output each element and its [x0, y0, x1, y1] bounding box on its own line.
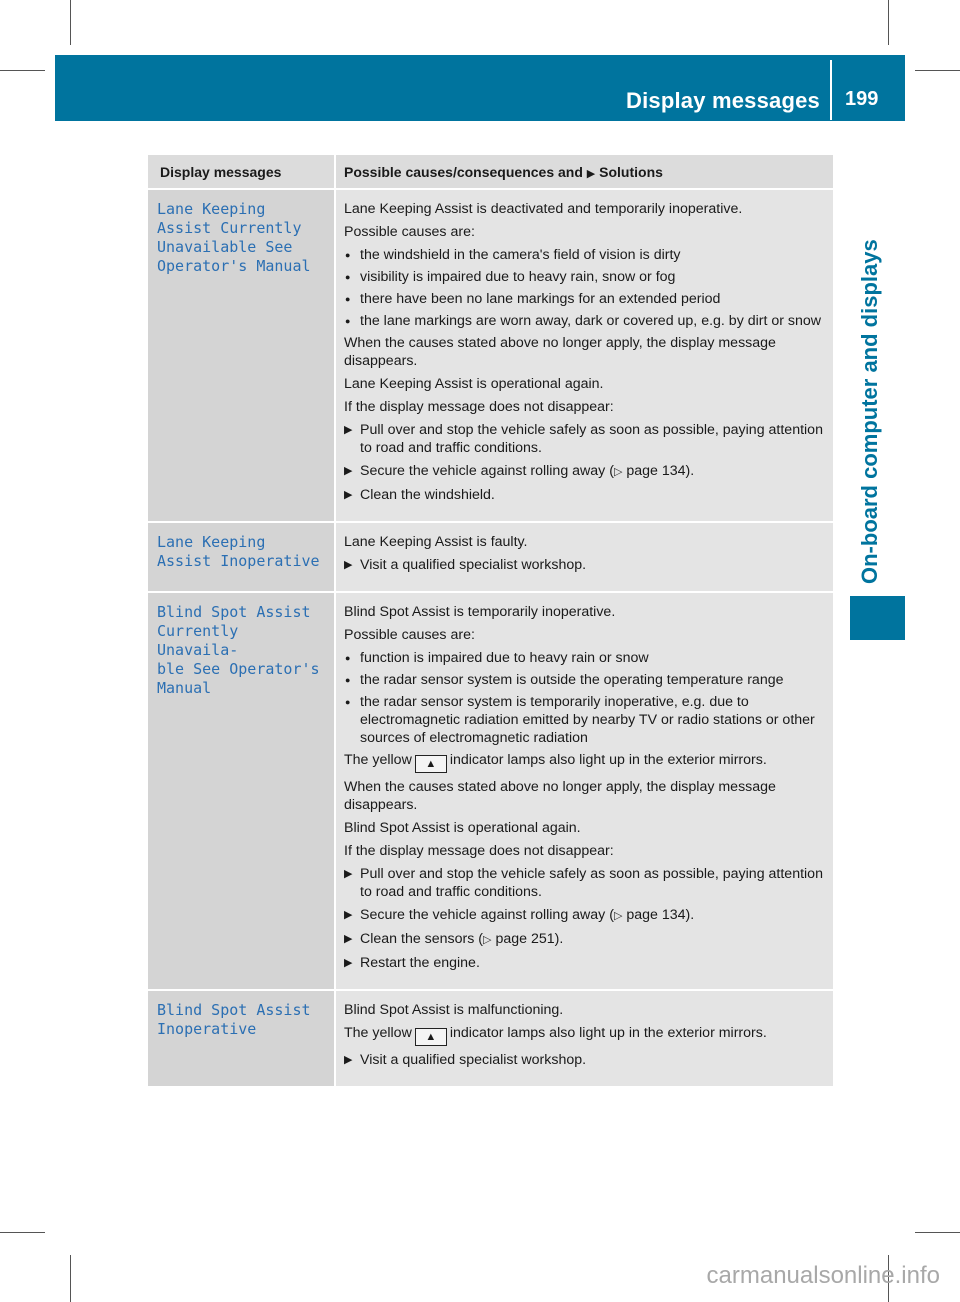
solution-cell: Blind Spot Assist is temporarily inoperative. Possible causes are: ● function is impaired due to heavy rain or snow ● the radar sensor system is outside the operating temperature range ● the radar sensor system is temporarily inoperative, e.g. due to electromagnetic radiation emitted by nearby TV or radio stations or other sources of electromagnetic radiation The yellow ▲ indicator lamps also light up in the exterior mirrors. When the causes stated above no longer apply, the display message disappears. Blind Spot Assist is operational again. If the display message does not disappear: ▶ Pull over and stop the vehicle safely as soon as possible, paying attention to road and traffic conditions. ▶ Secure the vehicle against rolling away (▷ page 134). ▶ Clean the sensors (▷ page 251). ▶ Restart the engine.	[336, 593, 833, 989]
step-item: ▶ Secure the vehicle against rolling away (▷ page 134).	[344, 462, 827, 481]
header-divider	[830, 60, 832, 120]
column-header-solutions: Possible causes/consequences and ▶ Solutions	[344, 164, 663, 180]
message-cell	[148, 523, 336, 591]
message-cell	[148, 991, 336, 1086]
list-item: ● the radar sensor system is outside the operating temperature range	[344, 671, 827, 689]
list-item: ● function is impaired due to heavy rain or snow	[344, 649, 827, 667]
crop-mark	[915, 70, 960, 71]
list-item: ● the windshield in the camera's field of vision is dirty	[344, 246, 827, 264]
list-item: ● there have been no lane markings for an extended period	[344, 290, 827, 308]
table-row	[148, 523, 833, 593]
display-message: Lane Keeping Assist Inoperative	[157, 533, 320, 570]
message-cell	[148, 593, 336, 989]
list-item: ● visibility is impaired due to heavy rain, snow or fog	[344, 268, 827, 286]
page-number: 199	[845, 88, 879, 110]
table-header	[148, 155, 833, 190]
solution-cell: Lane Keeping Assist is faulty. ▶ Visit a qualified specialist workshop.	[336, 523, 833, 591]
page-reference-icon: ▷	[613, 466, 623, 478]
step-item: ▶ Restart the engine.	[344, 954, 827, 972]
crop-mark	[0, 70, 45, 71]
crop-mark	[888, 0, 889, 45]
page-title: Display messages	[626, 88, 820, 113]
crop-mark	[70, 0, 71, 45]
display-message: Blind Spot Assist Currently Unavaila‐ ble See Operator's Manual	[157, 603, 320, 697]
crop-mark	[70, 1255, 71, 1302]
table-row	[148, 991, 833, 1088]
list-item: ● the lane markings are worn away, dark or covered up, e.g. by dirt or snow	[344, 312, 827, 330]
column-header-messages: Display messages	[148, 155, 336, 188]
watermark: carmanualsonline.info	[706, 1262, 940, 1289]
arrow-right-icon: ▶	[586, 168, 596, 180]
chapter-tab-marker	[850, 596, 905, 640]
crop-mark	[0, 1232, 45, 1233]
page-reference-icon: ▷	[483, 934, 492, 946]
step-item: ▶ Clean the sensors (▷ page 251).	[344, 930, 827, 949]
blind-spot-indicator-icon: ▲	[415, 1028, 447, 1046]
table-row	[148, 190, 833, 523]
chapter-label: On-board computer and displays	[857, 239, 882, 584]
table-row	[148, 593, 833, 991]
step-item: ▶ Pull over and stop the vehicle safely as soon as possible, paying attention to road and traffic conditions.	[344, 421, 827, 457]
step-item: ▶ Visit a qualified specialist workshop.	[344, 1051, 827, 1069]
blind-spot-indicator-icon: ▲	[415, 755, 447, 773]
step-item: ▶ Clean the windshield.	[344, 486, 827, 504]
message-cell	[148, 190, 336, 521]
crop-mark	[915, 1232, 960, 1233]
solution-cell: Blind Spot Assist is malfunctioning. The yellow ▲ indicator lamps also light up in the exterior mirrors. ▶ Visit a qualified specialist workshop.	[336, 991, 833, 1086]
display-message: Lane Keeping Assist Currently Unavailable See Operator's Manual	[157, 200, 311, 275]
step-item: ▶ Pull over and stop the vehicle safely as soon as possible, paying attention to road and traffic conditions.	[344, 865, 827, 901]
solution-cell: Lane Keeping Assist is deactivated and temporarily inoperative. Possible causes are: ● the windshield in the camera's field of vision is dirty ● visibility is impaired due to heavy rain, snow or fog ● there have been no lane markings for an extended period ● the lane markings are worn away, dark or covered up, e.g. by dirt or snow When the causes stated above no longer apply, the display message disappears. Lane Keeping Assist is operational again. If the display message does not disappear: ▶ Pull over and stop the vehicle safely as soon as possible, paying attention to road and traffic conditions. ▶ Secure the vehicle against rolling away (▷ page 134). ▶ Clean the windshield.	[336, 190, 833, 521]
page-reference-icon: ▷	[613, 910, 623, 922]
step-item: ▶ Visit a qualified specialist workshop.	[344, 556, 827, 574]
step-item: ▶ Secure the vehicle against rolling away (▷ page 134).	[344, 906, 827, 925]
messages-table	[148, 155, 833, 1088]
display-message: Blind Spot Assist Inoperative	[157, 1001, 311, 1038]
list-item: ● the radar sensor system is temporarily inoperative, e.g. due to electromagnetic radiation emitted by nearby TV or radio stations or other sources of electromagnetic radiation	[344, 693, 827, 747]
